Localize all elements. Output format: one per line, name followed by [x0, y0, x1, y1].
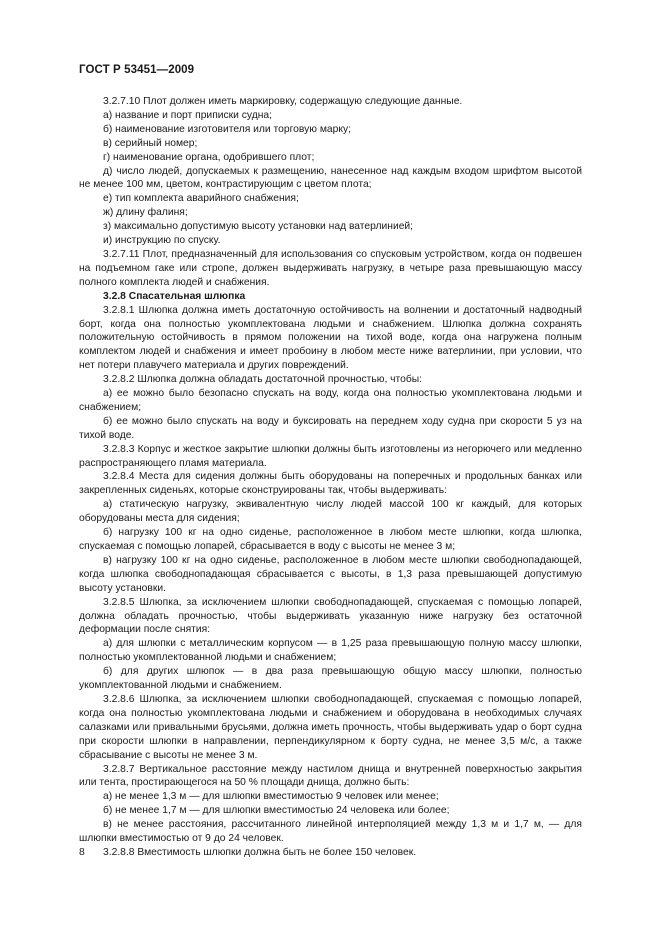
- list-item: а) ее можно было безопасно спускать на воду, когда она полностью укомплектована людьми и снабжением;: [79, 388, 582, 413]
- page-number: 8: [79, 847, 85, 858]
- paragraph: 3.2.8.7 Вертикальное расстояние между настилом днища и внутренней поверхностью закрытия или тента, простирающегося на 50 % площади днища, должно быть:: [79, 763, 582, 789]
- paragraph: 3.2.8.4 Места для сидения должны быть оборудованы на поперечных и продольных банках или закрепленных сиденьях, которые сконструированы так, чтобы выдерживать:: [79, 471, 582, 497]
- list-item: в) серийный номер;: [103, 137, 198, 149]
- list-item: г) наименование органа, одобрившего плот;: [103, 151, 315, 163]
- document-header: ГОСТ Р 53451—2009: [79, 64, 195, 76]
- list-item: д) число людей, допускаемых к размещению, нанесенное над каждым входом шрифтом высотой не менее 100 мм, цветом, контрастирующим с цветом плота;: [79, 165, 582, 191]
- list-item: а) статическую нагрузку, эквивалентную числу людей массой 100 кг каждый, для которых оборудованы места для сидения;: [79, 499, 582, 525]
- list-item: б) наименование изготовителя или торговую марку;: [103, 123, 351, 135]
- document-body: [79, 95, 582, 860]
- paragraph: 3.2.8.3 Корпус и жесткое закрытие шлюпки должны быть изготовлены из негорючего или медленно распространяющего пламя материала.: [79, 443, 582, 469]
- list-item: е) тип комплекта аварийного снабжения;: [103, 193, 299, 205]
- paragraph: 3.2.8.6 Шлюпка, за исключением шлюпки свободнопадающей, спускаемая с помощью лопарей, когда она полностью укомплектована людьми и снабжением и оборудована в необходимых случаях салазками или привальными брусьями, должна иметь прочность, чтобы выдерживать удар о борт судна при скорости шлюпки в направлении, перпендикулярном к борту судна, не менее 3,5 м/с, а также сбрасывание с высоты не менее 3 м.: [79, 693, 582, 761]
- list-item: з) максимально допустимую высоту установки над ватерлинией;: [103, 221, 414, 233]
- list-item: ж) длину фалиня;: [103, 207, 188, 219]
- list-item: а) название и порт приписки судна;: [103, 109, 273, 121]
- paragraph: 3.2.7.11 Плот, предназначенный для использования со спусковым устройством, когда он подвешен на подъемном гаке или стропе, должен выдерживать нагрузку, в четыре раза превышающую массу полного комплекта людей и снабжения.: [79, 248, 582, 288]
- paragraph: 3.2.7.10 Плот должен иметь маркировку, содержащую следующие данные.: [103, 96, 463, 107]
- list-item: в) нагрузку 100 кг на одно сиденье, расположенное в любом месте шлюпки свободнопадающей, когда шлюпка свободнопадающая сбрасывается с высоты, в 1,3 раза превышающей допустимую высоту установки.: [79, 554, 582, 594]
- paragraph: 3.2.8.8 Вместимость шлюпки должна быть не более 150 человек.: [103, 846, 417, 858]
- list-item: а) для шлюпки с металлическим корпусом — в 1,25 раза превышающую полную массу шлюпки, полностью укомплектованной людьми и снабжением;: [79, 638, 582, 664]
- list-item: б) ее можно было спускать на воду и буксировать на переднем ходу судна при скорости 5 уз на тихой воде.: [79, 415, 582, 441]
- list-item: б) не менее 1,7 м — для шлюпки вместимостью 24 человека или более;: [103, 805, 450, 817]
- list-item: б) нагрузку 100 кг на одно сиденье, расположенное в любом месте шлюпки, когда шлюпка, спускаемая с помощью лопарей, сбрасывается в воду с высоты не менее 3 м;: [79, 527, 582, 552]
- section-heading: 3.2.8 Спасательная шлюпка: [103, 290, 246, 302]
- list-item: б) для других шлюпок — в два раза превышающую общую массу шлюпки, полностью укомплектованной людьми и снабжением.: [79, 666, 582, 692]
- paragraph: 3.2.8.2 Шлюпка должна обладать достаточной прочностью, чтобы:: [103, 374, 423, 386]
- list-item: в) не менее расстояния, рассчитанного линейной интерполяцией между 1,3 м и 1,7 м, — для шлюпки вместимостью от 9 до 24 человек.: [79, 819, 582, 845]
- list-item: и) инструкцию по спуску.: [103, 235, 221, 247]
- paragraph: 3.2.8.5 Шлюпка, за исключением шлюпки свободнопадающей, спускаемая с помощью лопарей, должна обладать прочностью, чтобы выдерживать указанную ниже нагрузку без остаточной деформации после снятия:: [79, 596, 582, 636]
- list-item: а) не менее 1,3 м — для шлюпки вместимостью 9 человек или менее;: [103, 791, 439, 803]
- paragraph: 3.2.8.1 Шлюпка должна иметь достаточную остойчивость на волнении и достаточный надводный борт, когда она полностью укомплектована людьми и снабжением. Шлюпка должна сохранять положительную остойчивость в прямом положении на тихой воде, когда она нагружена полным комплектом людей и снабжения и имеет пробоину в любом месте ниже ватерлинии, при условии, что нет потери плавучего материала и других повреждений.: [79, 304, 582, 372]
